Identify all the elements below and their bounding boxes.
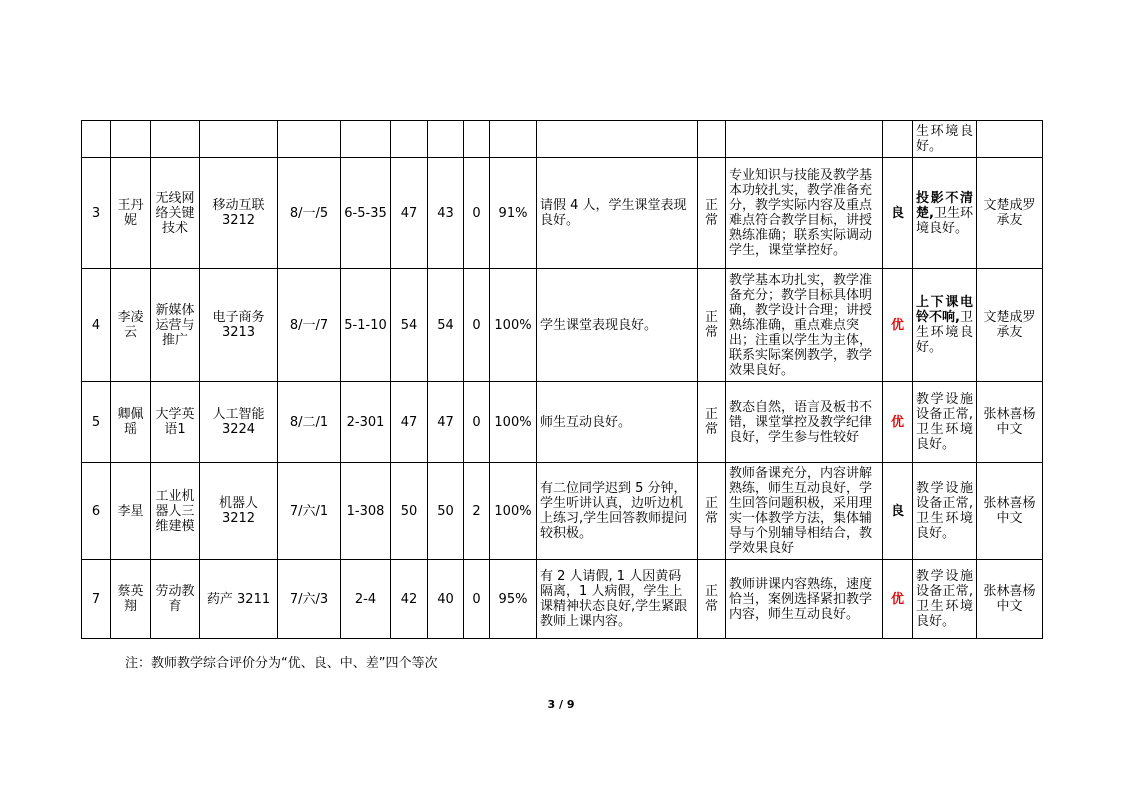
cell-no: 7 — [82, 560, 111, 639]
cell-date: 7/六/3 — [278, 560, 341, 639]
cell-teacher: 李凌云 — [111, 269, 151, 382]
cell-inspectors: 文楚成罗承友 — [977, 158, 1043, 269]
cell-status: 正常 — [698, 158, 726, 269]
cell-present: 50 — [428, 463, 464, 560]
cell-room: 6-5-35 — [341, 158, 391, 269]
cell-remark — [913, 158, 977, 269]
cell-enrolled: 47 — [391, 158, 428, 269]
cell-date: 8/一/7 — [278, 269, 341, 382]
cell-late: 0 — [464, 560, 490, 639]
cell-grade: 优 — [883, 382, 913, 463]
cell-student-status: 师生互动良好。 — [537, 382, 698, 463]
cell-no: 4 — [82, 269, 111, 382]
cell-status: 正常 — [698, 463, 726, 560]
cell-student-status: 请假 4 人，学生课堂表现良好。 — [537, 158, 698, 269]
cell-grade: 良 — [883, 463, 913, 560]
cell-present: 54 — [428, 269, 464, 382]
table-row — [82, 382, 1043, 463]
cell-enrolled: 42 — [391, 560, 428, 639]
cell-room: 2-301 — [341, 382, 391, 463]
cell-enrolled: 50 — [391, 463, 428, 560]
remark-text: 卫生环境良好。 — [916, 310, 973, 355]
cell-class: 移动互联3212 — [200, 158, 278, 269]
cell-rate: 100% — [490, 382, 537, 463]
cell-teaching-eval: 教学基本功扎实，教学准备充分；教学目标具体明确，教学设计合理；讲授熟练准确，重点难点突出；注重以学生为主体，联系实际案例教学，教学效果良好。 — [726, 269, 883, 382]
cell-no: 5 — [82, 382, 111, 463]
cell-teaching-eval: 教态自然，语言及板书不错，课堂掌控及教学纪律良好，学生参与性较好 — [726, 382, 883, 463]
cell-no: 3 — [82, 158, 111, 269]
cell-status: 正常 — [698, 560, 726, 639]
cell-student-status: 有二位同学迟到 5 分钟，学生听讲认真，边听边机上练习,学生回答教师提问较积极。 — [537, 463, 698, 560]
remark-issue: 投影不清楚, — [916, 190, 973, 221]
cell-room: 1-308 — [341, 463, 391, 560]
cell-remark: 教学设施设备正常,卫生环境良好。 — [913, 382, 977, 463]
cell-teaching-eval: 教师讲课内容熟练，速度恰当，案例选择紧扣教学内容，师生互动良好。 — [726, 560, 883, 639]
cell-teaching-eval: 专业知识与技能及教学基本功较扎实，教学准备充分，教学实际内容及重点难点符合教学目标，讲授熟练准确；联系实际调动学生，课堂掌控好。 — [726, 158, 883, 269]
cell-remark: 教学设施设备正常,卫生环境良好。 — [913, 560, 977, 639]
cell-student-status: 有 2 人请假, 1 人因黄码隔离，1 人病假，学生上课精神状态良好,学生紧跟教师上课内容。 — [537, 560, 698, 639]
remark-text: 卫生环境良好。 — [916, 205, 973, 236]
cell-course: 工业机器人三维建模 — [151, 463, 200, 560]
cell-enrolled: 54 — [391, 269, 428, 382]
cell-remark — [913, 269, 977, 382]
cell-status: 正常 — [698, 382, 726, 463]
cell-room: 5-1-10 — [341, 269, 391, 382]
cell-teacher: 卿佩瑶 — [111, 382, 151, 463]
cell-grade: 优 — [883, 560, 913, 639]
cell-class: 人工智能3224 — [200, 382, 278, 463]
cell-rate: 100% — [490, 463, 537, 560]
cell-remark: 教学设施设备正常,卫生环境良好。 — [913, 463, 977, 560]
cell-date: 8/二/1 — [278, 382, 341, 463]
cell-course: 新媒体运营与推广 — [151, 269, 200, 382]
cell-rate: 95% — [490, 560, 537, 639]
table-row — [82, 269, 1043, 382]
cell-course: 无线网络关键技术 — [151, 158, 200, 269]
cell-teaching-eval: 教师备课充分，内容讲解熟练，师生互动良好，学生回答问题积极，采用理实一体教学方法，集体辅导与个别辅导相结合，教学效果良好 — [726, 463, 883, 560]
table-row — [82, 463, 1043, 560]
cell-late: 0 — [464, 269, 490, 382]
cell-late: 0 — [464, 382, 490, 463]
cell-status: 正常 — [698, 269, 726, 382]
cell-rate: 100% — [490, 269, 537, 382]
cell-class: 药产 3211 — [200, 560, 278, 639]
cell-enrolled: 47 — [391, 382, 428, 463]
cell-room: 2-4 — [341, 560, 391, 639]
cell-date: 8/一/5 — [278, 158, 341, 269]
cell-course: 劳动教育 — [151, 560, 200, 639]
cell-teacher: 李星 — [111, 463, 151, 560]
cell-class: 机器人3212 — [200, 463, 278, 560]
cell-present: 47 — [428, 382, 464, 463]
remark-issue: 上下课电铃不响, — [916, 295, 973, 325]
cell-no: 6 — [82, 463, 111, 560]
cell-inspectors: 张林喜杨中文 — [977, 463, 1043, 560]
table-row — [82, 560, 1043, 639]
cell-inspectors: 张林喜杨中文 — [977, 382, 1043, 463]
cell-inspectors: 文楚成罗承友 — [977, 269, 1043, 382]
cell-student-status: 学生课堂表现良好。 — [537, 269, 698, 382]
cell-rate: 91% — [490, 158, 537, 269]
cell-remark: 生环境良好。 — [913, 121, 977, 158]
evaluation-table — [81, 120, 1043, 639]
cell-teacher: 蔡英翔 — [111, 560, 151, 639]
table-row-carryover — [82, 121, 1043, 158]
cell-late: 2 — [464, 463, 490, 560]
cell-present: 43 — [428, 158, 464, 269]
page-number: 3 / 9 — [547, 698, 575, 711]
cell-late: 0 — [464, 158, 490, 269]
cell-date: 7/六/1 — [278, 463, 341, 560]
cell-course: 大学英语1 — [151, 382, 200, 463]
footnote: 注：教师教学综合评价分为“优、良、中、差”四个等次 — [125, 656, 438, 671]
cell-present: 40 — [428, 560, 464, 639]
cell-grade: 优 — [883, 269, 913, 382]
cell-class: 电子商务3213 — [200, 269, 278, 382]
cell-inspectors: 张林喜杨中文 — [977, 560, 1043, 639]
cell-teacher: 王丹妮 — [111, 158, 151, 269]
cell-grade: 良 — [883, 158, 913, 269]
table-row — [82, 158, 1043, 269]
